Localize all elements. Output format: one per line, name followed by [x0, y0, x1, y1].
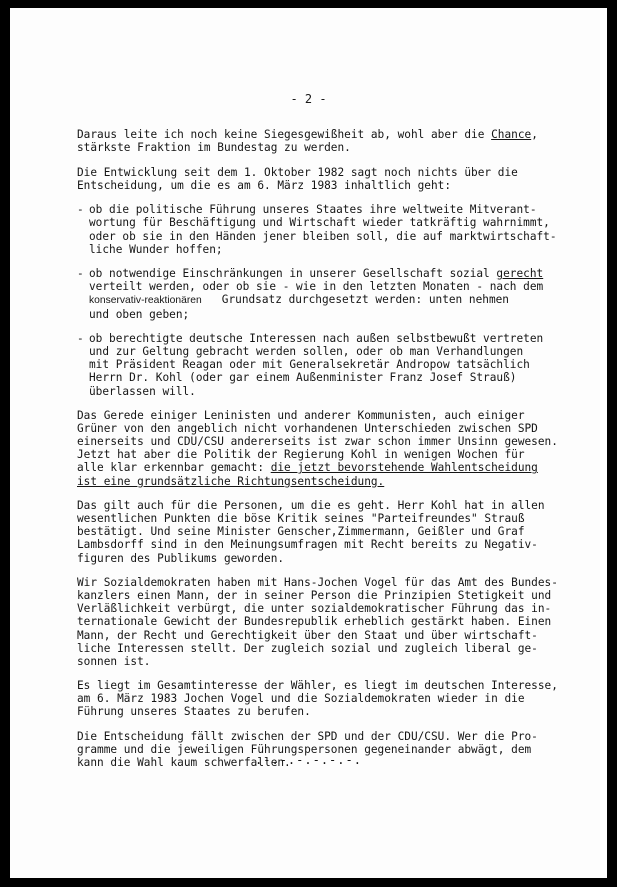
paragraph-6: Es liegt im Gesamtinteresse der Wähler, es liegt im deutschen Interesse, am 6. März 1983 Jochen Vogel und die Sozialdemokraten wieder in die Führung unseres Staates zu berufen.	[77, 679, 558, 719]
page-number: - 2 -	[290, 92, 327, 106]
paragraph-4: Das gilt auch für die Personen, um die es geht. Herr Kohl hat in allen wesentlichen Punkten die böse Kritik seines "Parteifreundes" Strauß bestätigt. Und seine Minister Genscher,Zimmermann, Geißler und Graf Lambsdorff sind in den Meinungsumfragen mit Recht bereits zu Negativ- figuren des Publikums geworden.	[77, 499, 545, 565]
underlined-richtungsentscheidung: ist eine grundsätzliche Richtungsentscheidung.	[77, 474, 385, 488]
document-body	[77, 128, 579, 781]
underlined-gerecht: gerecht	[496, 267, 544, 281]
underlined-chance: Chance	[491, 128, 532, 141]
bullet-2-line-1: ob notwendige Einschränkungen in unserer Gesellschaft sozial	[89, 267, 497, 281]
bullet-item-2	[77, 267, 579, 320]
paragraph-1-end: , stärkste Fraktion im Bundestag zu werden.	[77, 128, 538, 155]
bullet-2-line-3: Grundsatz durchgesetzt werden: unten nehmen	[201, 293, 509, 307]
bullet-2-line-4: und oben geben;	[89, 307, 190, 321]
bullet-2-line-3-insert: konservativ-reaktionären	[89, 295, 202, 307]
end-mark: .-.-.-.-.-.-.	[255, 753, 362, 767]
bullet-dash: -	[77, 267, 84, 281]
paragraph-7: Die Entscheidung fällt zwischen der SPD und der CDU/CSU. Wer die Pro- gramme und die jeweiligen Führungspersonen gegeneinander abwägt, dem kann die Wahl kaum schwerfallen.	[77, 730, 538, 770]
paragraph-2: Die Entwicklung seit dem 1. Oktober 1982 sagt noch nichts über die Entscheidung, um die es am 6. März 1983 inhaltlich geht:	[77, 165, 518, 192]
paragraph-3-text: Das Gerede einiger Leninisten und anderer Kommunisten, auch einiger Grüner von den angeblich nicht vorhandenen Unterschieden zwischen SPD einerseits und CDU/CSU andererseits ist zwar schon immer Unsinn gewesen. Jetzt hat aber die Politik der Regierung Kohl in wenigen Wochen für alle klar erkennbar gemacht:	[77, 409, 558, 475]
bullet-3-text: ob berechtigte deutsche Interessen nach außen selbstbewußt vertreten und zur Geltung gebracht werden sollen, oder ob man Verhandlungen mit Präsident Reagan oder mit Generalsekretär Andropow tatsächlich Herrn Dr. Kohl (oder gar einem Außenminister Franz Josef Strauß) überlassen will.	[89, 332, 544, 398]
underlined-wahlentscheidung: die jetzt bevorstehende Wahlentscheidung	[270, 461, 538, 475]
paragraph-1	[77, 128, 579, 154]
bullet-item-3	[77, 332, 579, 397]
bullet-dash: -	[77, 203, 84, 217]
bullet-item-1	[77, 203, 579, 255]
bullet-list	[77, 203, 579, 397]
bullet-dash: -	[77, 332, 84, 346]
bullet-2-line-2: verteilt werden, oder ob sie - wie in den letzten Monaten - nach dem	[89, 280, 544, 294]
bullet-1-text: ob die politische Führung unseres Staates ihre weltweite Mitverant- wortung für Beschäftigung und Wirtschaft wieder tatkräftig wahrnimmt, oder ob sie in den Händen jener bleiben soll, die auf marktwirtschaft- liche Wunder hoffen;	[89, 203, 557, 256]
bullet-2-text	[89, 267, 543, 320]
paragraph-3	[77, 409, 579, 488]
document-page	[10, 8, 607, 878]
paragraph-1-text: Daraus leite ich noch keine Siegesgewißheit ab, wohl aber die	[77, 128, 492, 141]
paragraph-5: Wir Sozialdemokraten haben mit Hans-Jochen Vogel für das Amt des Bundes- kanzlers einen Mann, der in seiner Person die Prinzipien Stetigkeit und Verläßlichkeit verbürgt, die unter sozialdemokratischer Führung das in- ternationale Gewicht der Bundesrepublik erheblich gestärkt haben. Einen Mann, der Recht und Gerechtigkeit über den Staat und über wirtschaft- liche Interessen stellt. Der zugleich sozial und zugleich liberal ge- sonnen ist.	[77, 576, 558, 668]
